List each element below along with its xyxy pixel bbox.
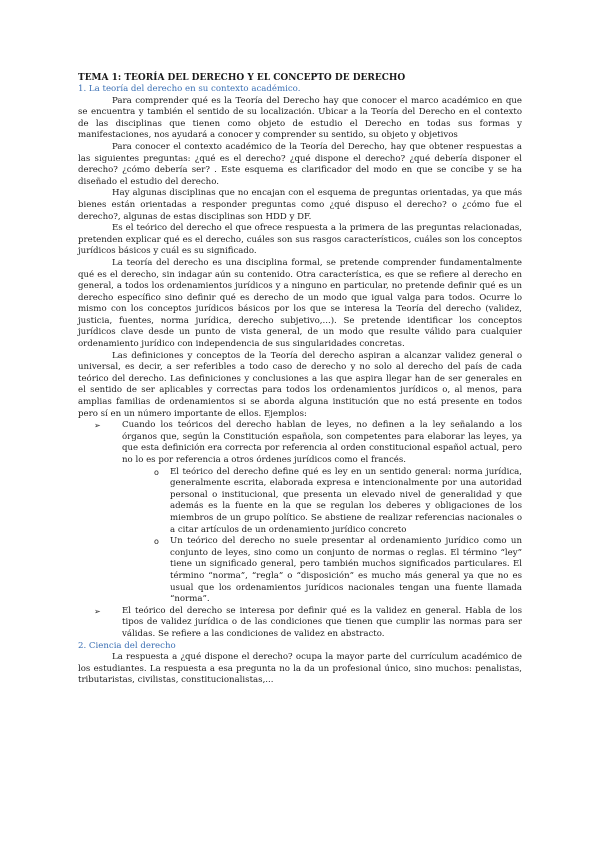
circle-bullet-icon: o — [154, 537, 159, 547]
list-item — [94, 420, 522, 606]
paragraph: Para conocer el contexto académico de la Teoría del Derecho, hay que obtener respuestas a las siguientes preguntas: ¿qué es el derecho? ¿qué dispone el derecho? ¿qué debería disponer el derecho? ¿cómo debería ser? . Este esquema es clarificador del modo en que se concibe y se ha diseñado el estudio del derecho. — [78, 141, 522, 187]
paragraph: Para comprender qué es la Teoría del Derecho hay que conocer el marco académico en que se encuentra y también el sentido de su localización. Ubicar a la Teoría del Derecho en el contexto de las disciplinas que tienen como objeto de estudio el Derecho en todas sus formas y manifestaciones, nos ayudará a conocer y comprender su sentido, su objeto y objetivos — [78, 95, 522, 141]
list-item-text: Cuando los teóricos del derecho hablan de leyes, no definen a la ley señalando a los órganos que, según la Constitución española, son competentes para elaborar las leyes, ya que esta definición era correcta por referencia al orden constitucional español actual, pero no lo es por referencia a otros órdenes jurídicos como el francés. — [122, 420, 522, 465]
paragraph: Es el teórico del derecho el que ofrece respuesta a la primera de las preguntas relacionadas, pretenden explicar qué es el derecho, cuáles son sus rasgos característicos, cuáles son los conceptos jurídicos básicos y cuál es su significado. — [78, 223, 522, 257]
sub-bullet-list — [122, 467, 522, 606]
sub-list-item — [156, 467, 522, 537]
sub-list-item-text: El teórico del derecho define qué es ley en un sentido general: norma jurídica, generalmente escrita, elaborada expresa e intencionalmente por una autoridad personal o institucional, que presenta un elevado nivel de generalidad y que además es la fuente en la que se regulan los deberes y obligaciones de los miembros de un grupo político. Se abstiene de realizar referencias nacionales o a citar artículos de un ordenamiento jurídico concreto — [170, 466, 522, 535]
arrow-bullet-icon: ➢ — [94, 421, 101, 431]
circle-bullet-icon: o — [154, 467, 159, 477]
document-title: TEMA 1: TEORÍA DEL DERECHO Y EL CONCEPTO DE DERECHO — [78, 73, 406, 83]
sub-list-item-text: Un teórico del derecho no suele presentar al ordenamiento jurídico como un conjunto de leyes, sino como un conjunto de normas o reglas. El término “ley” tiene un significado general, pero también muchos significados particulares. El término “norma”, “regla” o “disposición” es mucho más general ya que no es usual que los ordenamientos jurídicos nacionales tengan una fuente llamada “norma”. — [170, 536, 522, 605]
paragraph: La respuesta a ¿qué dispone el derecho? ocupa la mayor parte del currículum académico de los estudiantes. La respuesta a esa pregunta no la da un profesional único, sino muchos: penalistas, tributaristas, civilistas, constitucionalistas,... — [78, 652, 522, 686]
list-item-text: El teórico del derecho se interesa por definir qué es la validez en general. Habla de los tipos de validez jurídica o de las condiciones que tienen que cumplir las normas para ser válidas. Se refiere a las condiciones de validez en abstracto. — [122, 605, 522, 639]
section-heading-2: 2. Ciencia del derecho — [78, 640, 176, 651]
sub-list-item — [156, 536, 522, 606]
paragraph: Hay algunas disciplinas que no encajan con el esquema de preguntas orientadas, ya que más bienes están orientadas a responder preguntas como ¿qué dispuso el derecho? o ¿cómo fue el derecho?, algunas de estas disciplinas son HDD y DF. — [78, 188, 522, 222]
bullet-list — [78, 420, 522, 640]
paragraph: La teoría del derecho es una disciplina formal, se pretende comprender fundamentalmente qué es el derecho, sin indagar aún su contenido. Otra característica, es que se refiere al derecho en general, a todos los ordenamientos jurídicos y a ninguno en particular, no pretende definir qué es un derecho específico sino definir qué es derecho de un modo que igual valga para todos. Ocurre lo mismo con los conceptos jurídicos básicos por los que se interesa la Teoría del derecho (validez, justicia, fuentes, norma jurídica, derecho subjetivo,...). Se pretende identificar los conceptos jurídicos clave desde un punto de vista general, de un modo que resulte válido para cualquier ordenamiento jurídico con independencia de sus singularidades concretas. — [78, 257, 522, 350]
arrow-bullet-icon: ➢ — [94, 606, 101, 616]
list-item — [94, 605, 522, 641]
paragraph: Las definiciones y conceptos de la Teoría del derecho aspiran a alcanzar validez general o universal, es decir, a ser referibles a todo caso de derecho y no solo al derecho del país de cada teórico del derecho. Las definiciones y conclusiones a las que aspira llegar han de ser generales en el sentido de ser aplicables y correctas para todos los ordenamientos jurídicos o, al menos, para amplias familias de ordenamientos si se aborda alguna institución que no está presente en todos pero sí en un número importante de ellos. Ejemplos: — [78, 350, 522, 419]
section-heading-1: 1. La teoría del derecho en su contexto académico. — [78, 84, 301, 94]
